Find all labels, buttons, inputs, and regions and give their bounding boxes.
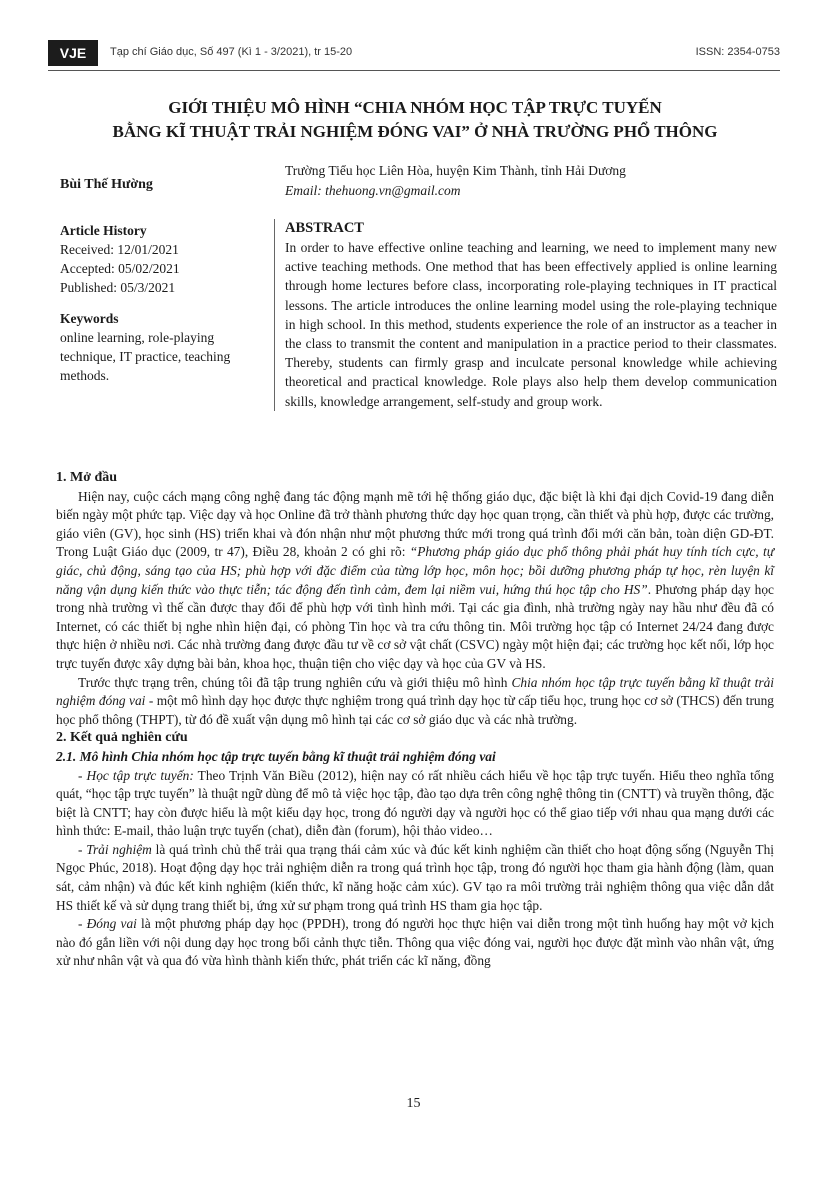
page-number: 15 (406, 1096, 421, 1111)
paragraph-text: Theo Trịnh Văn Biều (2012), hiện nay có rất nhiều cách hiểu về học tập trực tuyến. Hiểu theo nghĩa tổng quát, “học tập trực tuyến” là thuật ngữ dùng để mô tả việc học tập, đào tạo dựa trên công nghệ thông tin (CNTT) và truyền thông, đặc biệt là CNTT; hay còn được hiểu là một kiểu dạy học, trong đó người dạy và người học có thể giao tiếp với nhau qua mạng dưới các hình thức: E-mail, thảo luận trực tuyến (chat), diễn đàn (forum), hội thảo video… (56, 767, 774, 839)
paragraph-text: Trước thực trạng trên, chúng tôi đã tập trung nghiên cứu và giới thiệu mô hình (78, 674, 512, 690)
paragraph (56, 767, 774, 841)
abstract-column (274, 219, 777, 411)
section-2-heading: 2. Kết quả nghiên cứu (56, 730, 188, 746)
author-affiliation: Trường Tiểu học Liên Hòa, huyện Kim Thành, tỉnh Hải Dương (285, 163, 626, 178)
article-title (60, 96, 770, 144)
issn: ISSN: 2354-0753 (695, 46, 780, 58)
model-name: Chia nhóm học tập trực tuyến bằng kĩ thuật trải nghiệm đóng vai (56, 674, 774, 709)
journal-citation: Tạp chí Giáo dục, Số 497 (Kì 1 - 3/2021), tr 15-20 (110, 46, 353, 58)
paragraph-text: là một phương pháp dạy học (PPDH), trong đó người học thực hiện vai diễn trong một tình huống hay một vở kịch nào đó gắn liền với nội dung dạy học trong bối cảnh thực tiễn. Thông qua việc đóng vai, người học được đặt mình vào nhân vật, ứng xử như nhân vật và qua đó vừa hình thành kiến thức, phát triển các kĩ năng, đồng (56, 916, 774, 969)
term: - Đóng vai (78, 916, 137, 932)
keywords-heading: Keywords (60, 311, 119, 326)
abstract-heading: ABSTRACT (285, 220, 364, 236)
law-quote: “Phương pháp giáo dục phổ thông phải phát huy tính tích cực, tự giác, chủ động, sáng tạo của HS; phù hợp với đặc điểm của từng lớp học, môn học; bồi dưỡng phương pháp tự học, rèn luyện kĩ năng vận dụng kiến thức vào thực tiễn; tác động đến tình cảm, đem lại niềm vui, hứng thú học tập cho HS” (56, 544, 774, 597)
journal-badge: VJE (48, 40, 98, 66)
paragraph (56, 488, 774, 674)
paragraph (56, 674, 774, 730)
abstract-text: In order to have effective online teaching and learning, we need to implement many new active teaching methods. One method that has been effectively applied is online learning through home lectures before class, incorporating role-playing techniques in IT practical lessons. The article introduces the online learning model using the role-playing technique in high school. In this method, students experience the role of an instructor as a teacher in the class to transmit the content and manipulation in a practice period to their classmates. Thereby, students can firmly grasp and inculcate personal knowledge while achieving theoretical and practical knowledge. Role plays also help them develop communication skills, knowledge arrangement, self-study and group work. (285, 240, 777, 409)
header-rule (48, 70, 780, 71)
author-email: Email: thehuong.vn@gmail.com (285, 183, 461, 198)
paragraph-text: là quá trình chủ thể trải qua trạng thái cảm xúc và đúc kết kinh nghiệm cần thiết cho hoạt động sống (Nguyễn Thị Ngọc Phúc, 2018). Hoạt động dạy học trải nghiệm diễn ra trong quá trình học tập, trong đó người học tham gia hành động (làm, quan sát, cảm nhận) và đúc kết kinh nghiệm (kiến thức, kĩ năng hoặc cảm xúc). GV tạo ra môi trường trải nghiệm thông qua việc dẫn dắt HS thiết kế và sử dụng trang thiết bị, ứng xử sư phạm trong quá trình HS tham gia học tập. (56, 841, 774, 913)
term: - Học tập trực tuyến: (78, 767, 194, 783)
author-affiliation-block (285, 161, 626, 201)
paragraph (56, 915, 774, 971)
title-line-2: BẰNG KĨ THUẬT TRẢI NGHIỆM ĐÓNG VAI” Ở NHÀ TRƯỜNG PHỔ THÔNG (112, 122, 718, 141)
running-header (48, 40, 780, 66)
received-date: Received: 12/01/2021 (60, 242, 179, 257)
keywords-text: online learning, role-playing technique, IT practice, teaching methods. (60, 330, 231, 383)
paragraph-text: Hiện nay, cuộc cách mạng công nghệ đang tác động mạnh mẽ tới hệ thống giáo dục, đặc biệt là khi đại dịch Covid-19 đang diễn biến ngày một phức tạp. Việc dạy và học Online đã trở thành phương thức dạy học quan trọng, cần thiết và phù hợp, được các trường, giáo viên (GV), học sinh (HS) triển khai và đón nhận như một phương thức mới trong quá trình đổi mới căn bản, toàn diện GD-ĐT. Trong Luật Giáo dục (2009, tr 47), Điều 28, khoản 2 có ghi rõ: (56, 488, 774, 560)
author-name: Bùi Thế Hường (60, 177, 153, 192)
title-line-1: GIỚI THIỆU MÔ HÌNH “CHIA NHÓM HỌC TẬP TRỰC TUYẾN (168, 98, 662, 117)
article-meta-column (60, 221, 265, 385)
paragraph-text: - một mô hình dạy học được thực nghiệm trong quá trình dạy học từ cấp tiểu học, trung học cơ sở (THCS) đến trung học phổ thông (THPT), từ đó đề xuất vận dụng mô hình tại các cơ sở giáo dục và các nhà trường. (56, 693, 774, 727)
term: - Trải nghiệm (78, 841, 152, 857)
subsection-2-1-heading: 2.1. Mô hình Chia nhóm học tập trực tuyến bằng kĩ thuật trải nghiệm đóng vai (56, 748, 496, 764)
paragraph (56, 841, 774, 915)
published-date: Published: 05/3/2021 (60, 280, 176, 295)
article-body (56, 469, 774, 971)
history-heading: Article History (60, 223, 147, 238)
accepted-date: Accepted: 05/02/2021 (60, 261, 180, 276)
paragraph-text: . Phương pháp dạy học trong nhà trường vì thế cần được thay đổi để phù hợp với tình hình mới. Tại các gia đình, nhà trường ngày nay hầu như đều đã có Internet, có các thiết bị nghe nhìn hiện đại, có phòng Tin học và tra cứu thông tin. Môi trường học tập có Internet 24/24 đang được thực hiện ở nhiều nơi. Các nhà trường đang được đầu tư về cơ sở vật chất (CSVC) ngày một hiện đại; các trường học kết nối, lớp học trực tuyến được xây dựng bài bản, khoa học, thuận tiện cho việc dạy và học của GV và HS. (56, 581, 774, 671)
section-1-heading: 1. Mở đầu (56, 470, 118, 485)
